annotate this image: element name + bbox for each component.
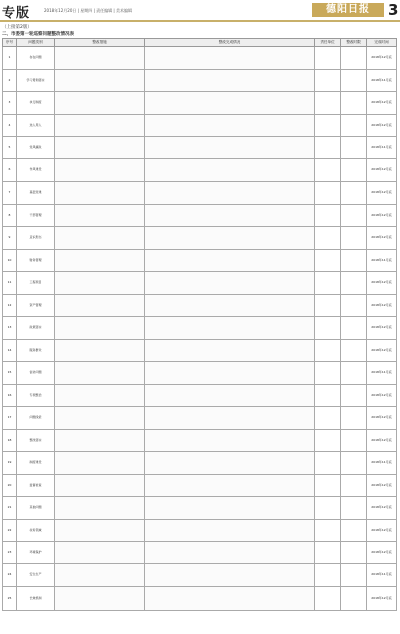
row-category: 选人用人 <box>17 115 55 137</box>
row-completion-time: 2018年12月底 <box>367 587 397 611</box>
row-deadline <box>341 587 367 611</box>
row-unit <box>315 452 341 475</box>
row-number: 8 <box>3 205 17 227</box>
row-completion-time: 2018年12月底 <box>367 295 397 317</box>
row-deadline <box>341 182 367 205</box>
table-row <box>3 407 397 430</box>
row-progress <box>145 295 315 317</box>
table-row <box>3 227 397 250</box>
row-completion-time: 2018年12月底 <box>367 497 397 520</box>
row-deadline <box>341 295 367 317</box>
row-progress <box>145 317 315 340</box>
row-number: 14 <box>3 340 17 362</box>
row-deadline <box>341 340 367 362</box>
row-unit <box>315 407 341 430</box>
table-row <box>3 47 397 70</box>
row-deadline <box>341 542 367 564</box>
row-completion-time: 2018年12月底 <box>367 340 397 362</box>
row-deadline <box>341 92 367 115</box>
row-progress <box>145 250 315 272</box>
row-number: 23 <box>3 542 17 564</box>
section-title: 专版 <box>2 6 31 21</box>
table-row <box>3 70 397 92</box>
row-deadline <box>341 205 367 227</box>
row-measures <box>55 497 145 520</box>
rectification-table <box>2 38 397 611</box>
row-progress <box>145 385 315 407</box>
row-category: 基层党建 <box>17 182 55 205</box>
table-row <box>3 587 397 611</box>
row-measures <box>55 317 145 340</box>
row-number: 17 <box>3 407 17 430</box>
newspaper-masthead: 德阳日报 <box>312 3 384 17</box>
row-progress <box>145 407 315 430</box>
row-category: 长效机制 <box>17 587 55 611</box>
row-category: 整改落实 <box>17 430 55 452</box>
row-completion-time: 2018年12月底 <box>367 317 397 340</box>
row-number: 24 <box>3 564 17 587</box>
row-category: 执行制度 <box>17 92 55 115</box>
row-number: 18 <box>3 430 17 452</box>
row-deadline <box>341 520 367 542</box>
row-measures <box>55 182 145 205</box>
table-row <box>3 295 397 317</box>
table-row <box>3 92 397 115</box>
row-unit <box>315 227 341 250</box>
row-category: 监督检查 <box>17 475 55 497</box>
row-category: 干部管理 <box>17 205 55 227</box>
row-unit <box>315 47 341 70</box>
row-deadline <box>341 385 367 407</box>
row-measures <box>55 385 145 407</box>
row-completion-time: 2018年12月底 <box>367 542 397 564</box>
table-row <box>3 159 397 182</box>
row-progress <box>145 430 315 452</box>
row-progress <box>145 475 315 497</box>
row-measures <box>55 137 145 159</box>
table-title: 二、市委第一轮巡察问题整改情况表 <box>2 32 74 37</box>
row-completion-time: 2018年12月底 <box>367 520 397 542</box>
row-measures <box>55 115 145 137</box>
row-number: 7 <box>3 182 17 205</box>
row-completion-time: 2018年12月底 <box>367 182 397 205</box>
row-deadline <box>341 430 367 452</box>
row-deadline <box>341 452 367 475</box>
row-unit <box>315 497 341 520</box>
header-done: 完成时间 <box>367 39 397 47</box>
row-measures <box>55 407 145 430</box>
row-number: 4 <box>3 115 17 137</box>
row-number: 1 <box>3 47 17 70</box>
row-completion-time: 2018年11月底 <box>367 137 397 159</box>
row-completion-time: 2018年12月底 <box>367 407 397 430</box>
row-number: 25 <box>3 587 17 611</box>
row-category: 环境保护 <box>17 542 55 564</box>
row-completion-time: 2018年12月底 <box>367 475 397 497</box>
row-progress <box>145 227 315 250</box>
row-measures <box>55 47 145 70</box>
row-number: 10 <box>3 250 17 272</box>
row-category: 资产管理 <box>17 295 55 317</box>
row-unit <box>315 542 341 564</box>
row-progress <box>145 564 315 587</box>
row-measures <box>55 70 145 92</box>
row-category: 政策落实 <box>17 317 55 340</box>
row-deadline <box>341 250 367 272</box>
row-completion-time: 2018年12月底 <box>367 205 397 227</box>
row-deadline <box>341 497 367 520</box>
row-progress <box>145 362 315 385</box>
table-row <box>3 385 397 407</box>
row-unit <box>315 340 341 362</box>
table-row <box>3 452 397 475</box>
table-row <box>3 475 397 497</box>
row-completion-time: 2018年11月底 <box>367 564 397 587</box>
row-measures <box>55 250 145 272</box>
row-measures <box>55 227 145 250</box>
header-measures: 整改措施 <box>55 39 145 47</box>
table-row <box>3 520 397 542</box>
row-deadline <box>341 407 367 430</box>
table-row <box>3 317 397 340</box>
row-category: 学习贯彻落实 <box>17 70 55 92</box>
row-progress <box>145 587 315 611</box>
row-measures <box>55 362 145 385</box>
row-unit <box>315 159 341 182</box>
row-unit <box>315 205 341 227</box>
row-completion-time: 2018年12月底 <box>367 47 397 70</box>
table-row <box>3 497 397 520</box>
row-completion-time: 2018年12月底 <box>367 92 397 115</box>
row-progress <box>145 70 315 92</box>
row-deadline <box>341 137 367 159</box>
header-unit: 责任单位 <box>315 39 341 47</box>
row-progress <box>145 340 315 362</box>
table-header-row <box>3 39 397 47</box>
row-completion-time: 2018年12月底 <box>367 227 397 250</box>
row-measures <box>55 340 145 362</box>
row-unit <box>315 317 341 340</box>
row-category: 问题线索 <box>17 407 55 430</box>
table-row <box>3 542 397 564</box>
row-unit <box>315 362 341 385</box>
table-row <box>3 272 397 295</box>
continuation-note: （上接第2版） <box>2 25 32 30</box>
row-unit <box>315 115 341 137</box>
row-number: 9 <box>3 227 17 250</box>
row-category: 其他问题 <box>17 497 55 520</box>
row-completion-time: 2018年11月底 <box>367 362 397 385</box>
table-row <box>3 340 397 362</box>
row-number: 20 <box>3 475 17 497</box>
row-unit <box>315 92 341 115</box>
table-row <box>3 362 397 385</box>
row-completion-time: 2018年11月底 <box>367 250 397 272</box>
row-deadline <box>341 475 367 497</box>
row-deadline <box>341 159 367 182</box>
row-measures <box>55 205 145 227</box>
row-number: 16 <box>3 385 17 407</box>
row-number: 15 <box>3 362 17 385</box>
row-deadline <box>341 115 367 137</box>
row-progress <box>145 272 315 295</box>
row-category: 服务群众 <box>17 340 55 362</box>
row-completion-time: 2018年12月底 <box>367 159 397 182</box>
row-deadline <box>341 564 367 587</box>
row-deadline <box>341 272 367 295</box>
table-row <box>3 205 397 227</box>
row-unit <box>315 70 341 92</box>
row-progress <box>145 205 315 227</box>
dateline: 2018年12月20日 | 星期四 | 责任编辑 | 美术编辑 <box>44 8 133 13</box>
table-row <box>3 430 397 452</box>
row-category: 党风廉政 <box>17 137 55 159</box>
header-deadline: 整改时限 <box>341 39 367 47</box>
row-number: 5 <box>3 137 17 159</box>
row-unit <box>315 137 341 159</box>
page-number: 3 <box>388 1 399 19</box>
row-deadline <box>341 47 367 70</box>
row-unit <box>315 475 341 497</box>
page-header <box>0 0 400 22</box>
row-deadline <box>341 70 367 92</box>
row-progress <box>145 520 315 542</box>
row-measures <box>55 430 145 452</box>
row-progress <box>145 182 315 205</box>
row-completion-time: 2018年11月底 <box>367 70 397 92</box>
row-measures <box>55 159 145 182</box>
row-unit <box>315 250 341 272</box>
row-unit <box>315 587 341 611</box>
row-measures <box>55 564 145 587</box>
table-row <box>3 182 397 205</box>
row-number: 21 <box>3 497 17 520</box>
row-measures <box>55 475 145 497</box>
row-deadline <box>341 227 367 250</box>
row-category: 作风建设 <box>17 159 55 182</box>
row-progress <box>145 137 315 159</box>
row-category: 意识形态 <box>17 227 55 250</box>
row-measures <box>55 452 145 475</box>
header-progress: 整改完成情况 <box>145 39 315 47</box>
table-row <box>3 250 397 272</box>
row-completion-time: 2018年12月底 <box>367 430 397 452</box>
row-number: 12 <box>3 295 17 317</box>
row-deadline <box>341 317 367 340</box>
row-completion-time: 2018年12月底 <box>367 115 397 137</box>
row-number: 3 <box>3 92 17 115</box>
row-progress <box>145 542 315 564</box>
row-category: 工程项目 <box>17 272 55 295</box>
row-progress <box>145 497 315 520</box>
row-number: 13 <box>3 317 17 340</box>
row-deadline <box>341 362 367 385</box>
row-completion-time: 2018年11月底 <box>367 452 397 475</box>
row-unit <box>315 272 341 295</box>
row-measures <box>55 520 145 542</box>
row-measures <box>55 295 145 317</box>
row-measures <box>55 587 145 611</box>
row-number: 19 <box>3 452 17 475</box>
row-measures <box>55 272 145 295</box>
table-row <box>3 137 397 159</box>
row-progress <box>145 92 315 115</box>
row-unit <box>315 182 341 205</box>
row-number: 6 <box>3 159 17 182</box>
table-row <box>3 115 397 137</box>
row-category: 安全生产 <box>17 564 55 587</box>
row-number: 2 <box>3 70 17 92</box>
row-completion-time: 2018年12月底 <box>367 385 397 407</box>
row-completion-time: 2018年12月底 <box>367 272 397 295</box>
row-progress <box>145 115 315 137</box>
row-category: 专项整治 <box>17 385 55 407</box>
row-unit <box>315 295 341 317</box>
row-progress <box>145 159 315 182</box>
row-category: 信访问题 <box>17 362 55 385</box>
row-number: 22 <box>3 520 17 542</box>
row-unit <box>315 564 341 587</box>
row-category: 财务管理 <box>17 250 55 272</box>
row-unit <box>315 430 341 452</box>
row-progress <box>145 452 315 475</box>
header-category: 问题类别 <box>17 39 55 47</box>
row-category: 扶贫领域 <box>17 520 55 542</box>
header-no: 序号 <box>3 39 17 47</box>
row-progress <box>145 47 315 70</box>
row-category: 制度建设 <box>17 452 55 475</box>
row-unit <box>315 520 341 542</box>
row-unit <box>315 385 341 407</box>
row-measures <box>55 542 145 564</box>
row-number: 11 <box>3 272 17 295</box>
row-measures <box>55 92 145 115</box>
row-category: 存在问题 <box>17 47 55 70</box>
table-row <box>3 564 397 587</box>
